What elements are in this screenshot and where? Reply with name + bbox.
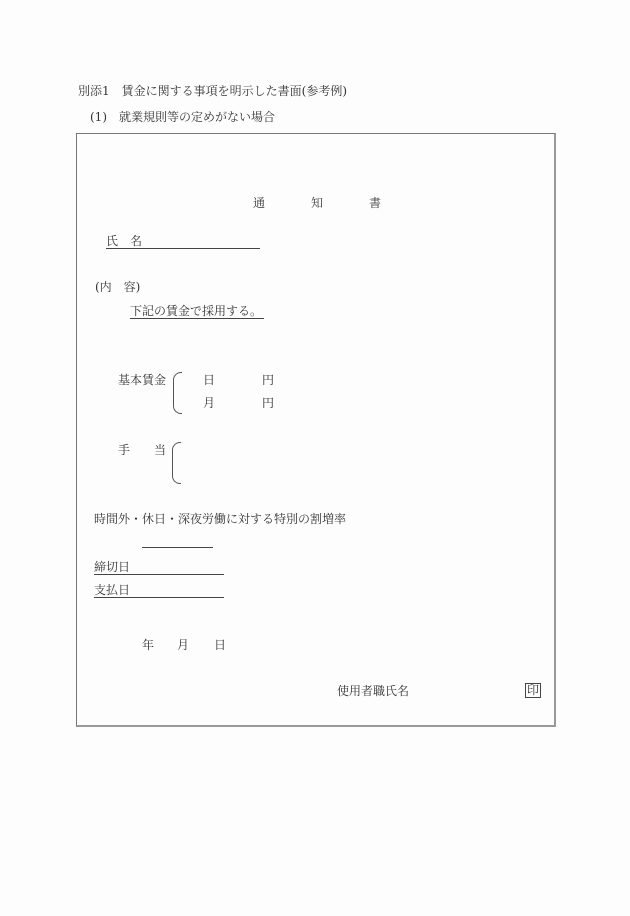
payday-label: 支払日 (94, 583, 131, 597)
cutoff-day-field[interactable] (94, 560, 224, 575)
seal-mark: 印 (527, 683, 540, 697)
form-title-char: 書 (369, 196, 382, 210)
allowance-bracket (172, 442, 181, 484)
overtime-rate-field[interactable] (142, 533, 213, 548)
date-month: 月 (177, 638, 190, 652)
monthly-wage-currency: 円 (262, 396, 275, 410)
document-subtitle: (1) 就業規則等の定めがない場合 (90, 110, 275, 124)
form-title-char: 通 (253, 196, 266, 210)
base-wage-bracket (173, 372, 182, 414)
base-wage-label: 基本賃金 (118, 373, 167, 387)
employer-label: 使用者職氏名 (337, 684, 410, 698)
overtime-rate-label: 時間外・休日・深夜労働に対する特別の割増率 (94, 512, 347, 526)
date-day: 日 (214, 638, 227, 652)
payday-field[interactable] (94, 583, 224, 598)
allowance-label: 手 当 (118, 443, 167, 457)
date-year: 年 (142, 638, 155, 652)
monthly-wage-unit[interactable]: 月 (203, 396, 216, 410)
content-label: (内 容) (95, 280, 141, 294)
name-field[interactable] (106, 234, 260, 249)
form-title-char: 知 (311, 196, 324, 210)
name-label: 氏 名 (106, 234, 143, 248)
content-text: 下記の賃金で採用する。 (130, 304, 263, 318)
daily-wage-unit[interactable]: 日 (203, 373, 216, 387)
daily-wage-currency: 円 (262, 373, 275, 387)
annex-title: 別添1 賃金に関する事項を明示した書面(参考例) (78, 84, 347, 98)
form-title (253, 196, 427, 210)
cutoff-day-label: 締切日 (94, 560, 131, 574)
